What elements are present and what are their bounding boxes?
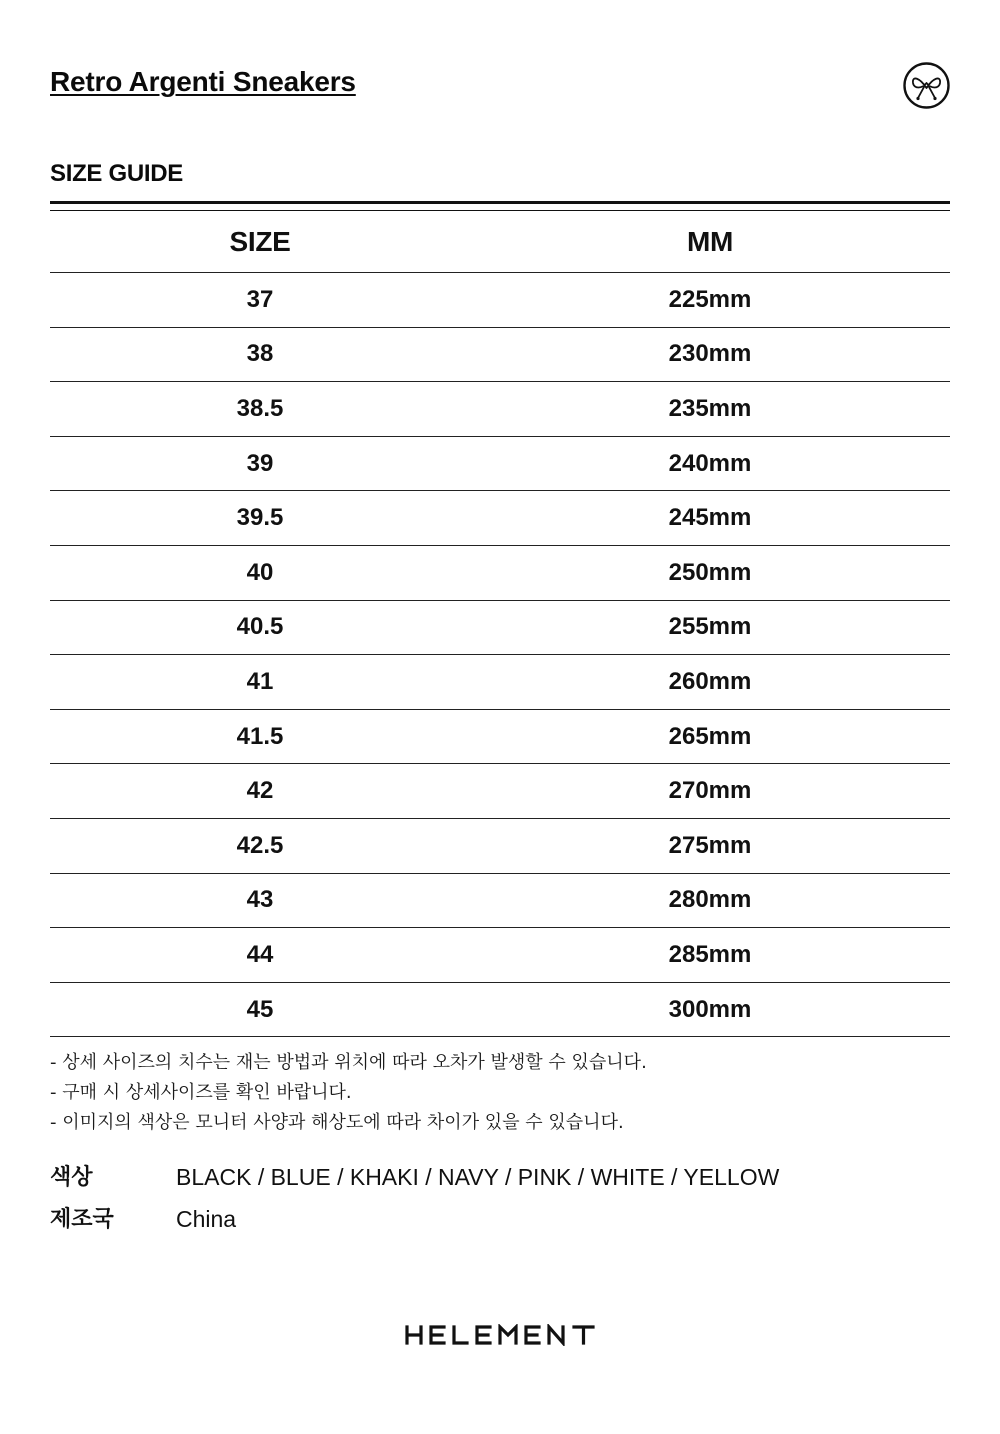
table-header-row (50, 211, 950, 273)
mm-cell: 265mm (470, 709, 950, 764)
mm-cell: 245mm (470, 491, 950, 546)
size-cell: 43 (50, 873, 470, 928)
table-row (50, 545, 950, 600)
mm-cell: 300mm (470, 982, 950, 1037)
note-measurement-variance: - 상세 사이즈의 치수는 재는 방법과 위치에 따라 오차가 발생할 수 있습니다. (50, 1052, 647, 1073)
origin-label: 제조국 (50, 1207, 114, 1232)
info-row-origin (50, 1202, 950, 1244)
origin-value: China (176, 1206, 237, 1232)
table-row (50, 928, 950, 983)
mm-cell: 280mm (470, 873, 950, 928)
size-table (50, 211, 950, 1037)
product-title: Retro Argenti Sneakers (50, 66, 356, 97)
table-row (50, 982, 950, 1037)
helement-logo (404, 1324, 596, 1346)
size-cell: 38 (50, 327, 470, 382)
mm-cell: 230mm (470, 327, 950, 382)
size-cell: 42 (50, 764, 470, 819)
table-row (50, 327, 950, 382)
product-info (50, 1160, 950, 1244)
mm-cell: 240mm (470, 436, 950, 491)
notes-list (50, 1048, 950, 1138)
color-value: BLACK / BLUE / KHAKI / NAVY / PINK / WHITE / YELLOW (176, 1164, 780, 1190)
note-check-size: - 구매 시 상세사이즈를 확인 바랍니다. (50, 1082, 352, 1103)
mm-cell: 270mm (470, 764, 950, 819)
table-row (50, 818, 950, 873)
mm-cell: 275mm (470, 818, 950, 873)
table-row (50, 273, 950, 328)
column-header-mm: MM (470, 211, 950, 273)
table-row (50, 764, 950, 819)
table-row (50, 709, 950, 764)
mm-cell: 235mm (470, 382, 950, 437)
column-header-size: SIZE (50, 211, 470, 273)
mm-cell: 250mm (470, 545, 950, 600)
size-cell: 41 (50, 655, 470, 710)
table-row (50, 382, 950, 437)
mm-cell: 285mm (470, 928, 950, 983)
size-cell: 40.5 (50, 600, 470, 655)
table-row (50, 600, 950, 655)
size-cell: 45 (50, 982, 470, 1037)
size-guide-title: SIZE GUIDE (50, 160, 184, 187)
info-row-color (50, 1160, 950, 1202)
size-cell: 44 (50, 928, 470, 983)
size-cell: 39.5 (50, 491, 470, 546)
color-label: 색상 (50, 1165, 93, 1190)
size-cell: 38.5 (50, 382, 470, 437)
mm-cell: 225mm (470, 273, 950, 328)
divider-thick (50, 201, 950, 204)
table-row (50, 655, 950, 710)
size-cell: 37 (50, 273, 470, 328)
size-cell: 40 (50, 545, 470, 600)
table-row (50, 491, 950, 546)
brand-emblem-icon (903, 62, 950, 109)
table-row (50, 436, 950, 491)
size-cell: 42.5 (50, 818, 470, 873)
mm-cell: 260mm (470, 655, 950, 710)
size-cell: 41.5 (50, 709, 470, 764)
mm-cell: 255mm (470, 600, 950, 655)
table-row (50, 873, 950, 928)
size-cell: 39 (50, 436, 470, 491)
header (50, 62, 950, 108)
note-color-variance: - 이미지의 색상은 모니터 사양과 해상도에 따라 차이가 있을 수 있습니다. (50, 1112, 624, 1133)
